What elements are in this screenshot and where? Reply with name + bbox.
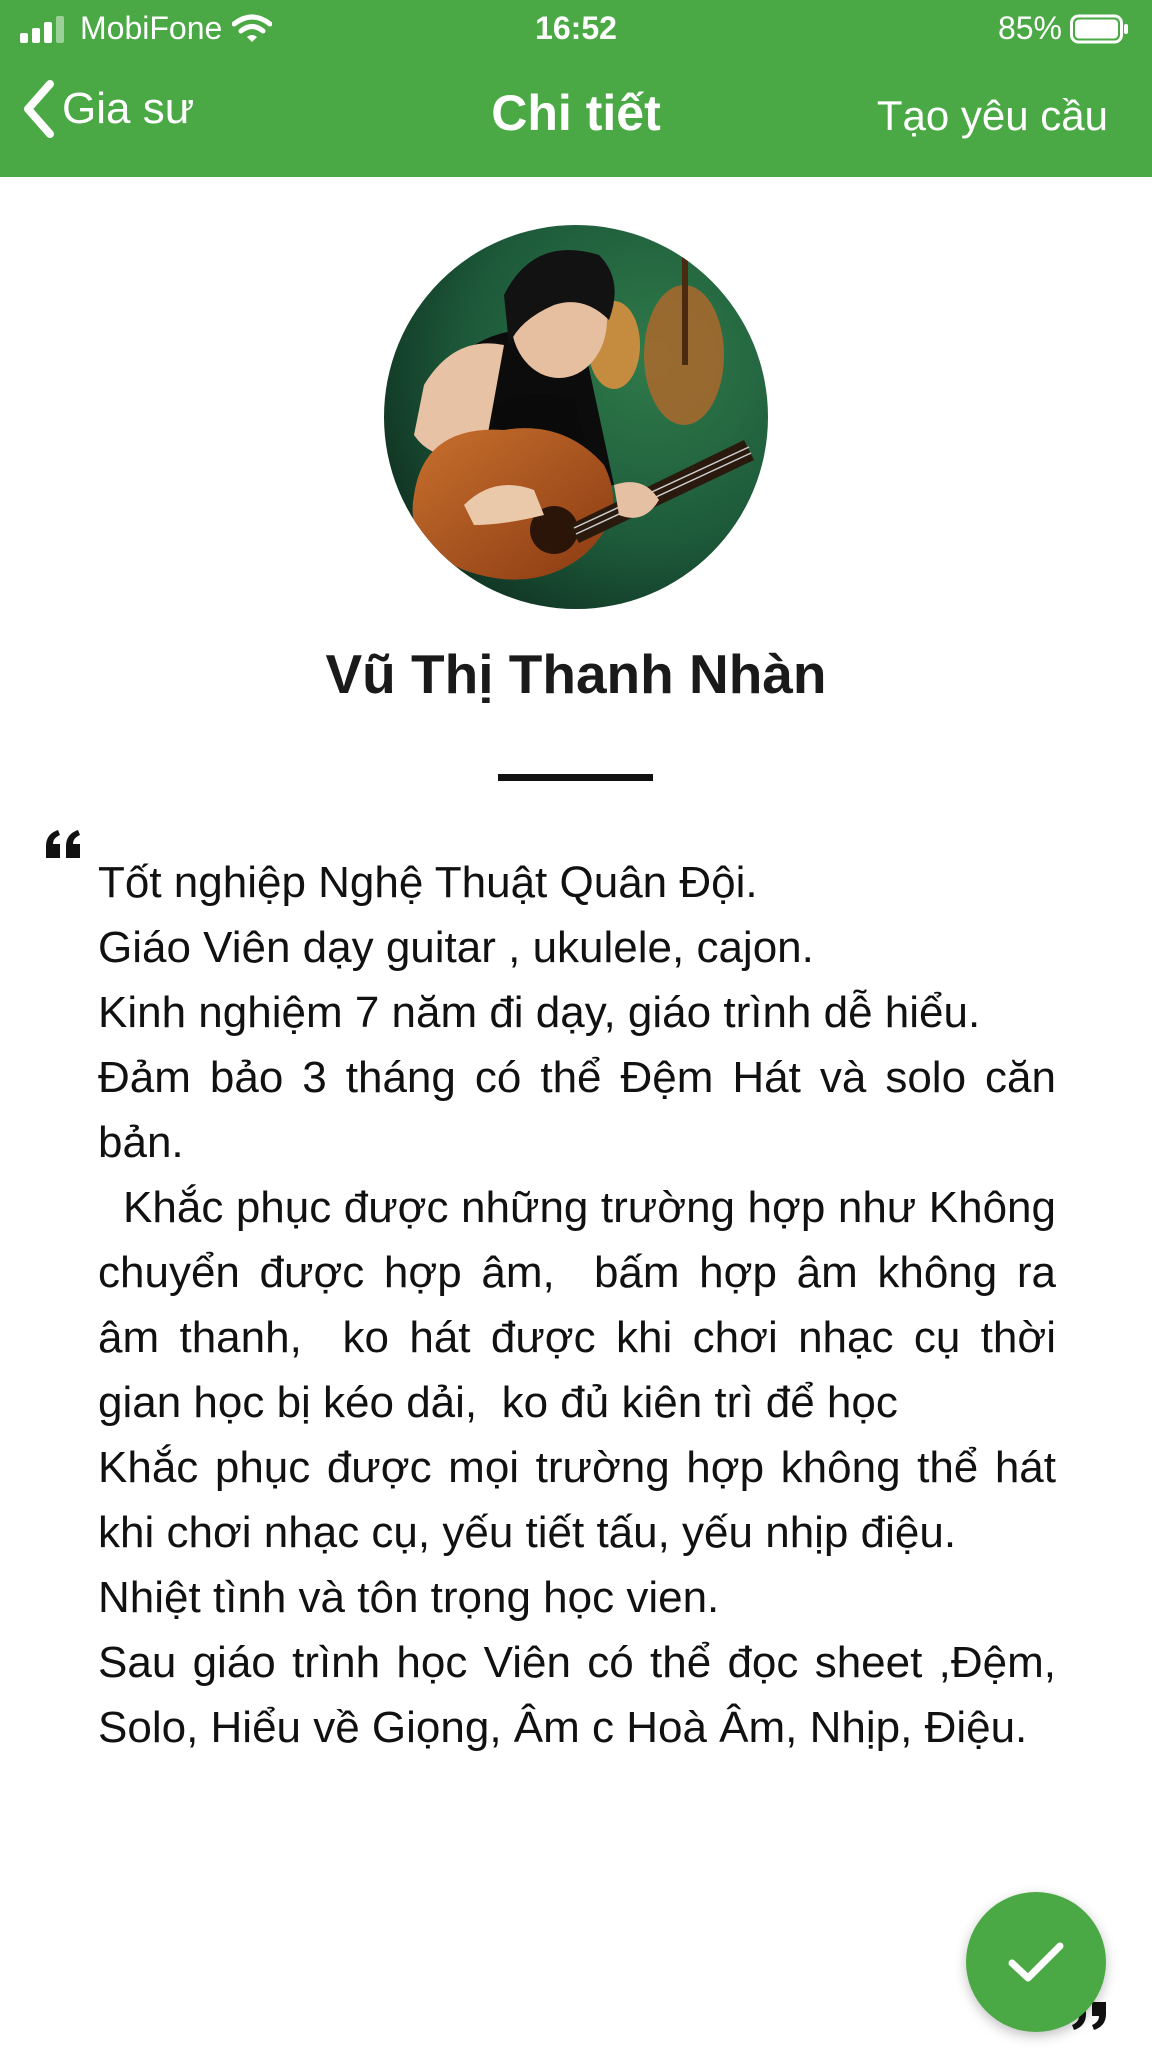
bio-paragraph: Nhiệt tình và tôn trọng học vien. [98, 1573, 720, 1622]
bio-paragraph: Khắc phục được mọi trường hợp không thể hát khi chơi nhạc cụ, yếu tiết tấu, yếu nhịp điệu. [98, 1443, 1056, 1557]
name-divider [498, 774, 653, 781]
status-bar [0, 0, 1152, 58]
status-right [998, 10, 1130, 47]
create-request-button[interactable]: Tạo yêu cầu [876, 92, 1108, 139]
confirm-fab-button[interactable] [966, 1892, 1106, 2032]
bio-paragraph: Khắc phục được những trường hợp như Không chuyển được hợp âm, bấm hợp âm không ra âm thanh, ko hát được khi chơi nhạc cụ thời gian học bị kéo dải, ko đủ kiên trì để học [98, 1183, 1081, 1427]
battery-icon [1070, 14, 1130, 44]
back-button-label: Gia sư [62, 84, 195, 133]
tutor-avatar [384, 225, 768, 609]
bio-paragraph: Sau giáo trình học Viên có thể đọc sheet ,Đệm, Solo, Hiểu về Giọng, Âm c Hoà Âm, Nhịp, Điệu. [98, 1638, 1056, 1752]
open-quote-icon [44, 828, 84, 867]
bio-paragraph: Kinh nghiệm 7 năm đi dạy, giáo trình dễ hiểu. [98, 988, 981, 1037]
checkmark-icon [1006, 1939, 1066, 1985]
bio-paragraph: Tốt nghiệp Nghệ Thuật Quân Đội. [98, 858, 758, 907]
status-time: 16:52 [535, 10, 617, 46]
tutor-bio [98, 850, 1081, 1760]
app-header [0, 0, 1152, 177]
battery-percent: 85% [997, 10, 1062, 46]
bio-paragraph: Giáo Viên dạy guitar , ukulele, cajon. [98, 923, 814, 972]
carrier-name: MobiFone [80, 10, 223, 46]
nav-bar [0, 72, 1152, 162]
page-title: Chi tiết [491, 85, 661, 141]
bio-paragraph: Đảm bảo 3 tháng có thể Đệm Hát và solo căn bản. [98, 1053, 1056, 1167]
tutor-name: Vũ Thị Thanh Nhàn [325, 643, 827, 705]
